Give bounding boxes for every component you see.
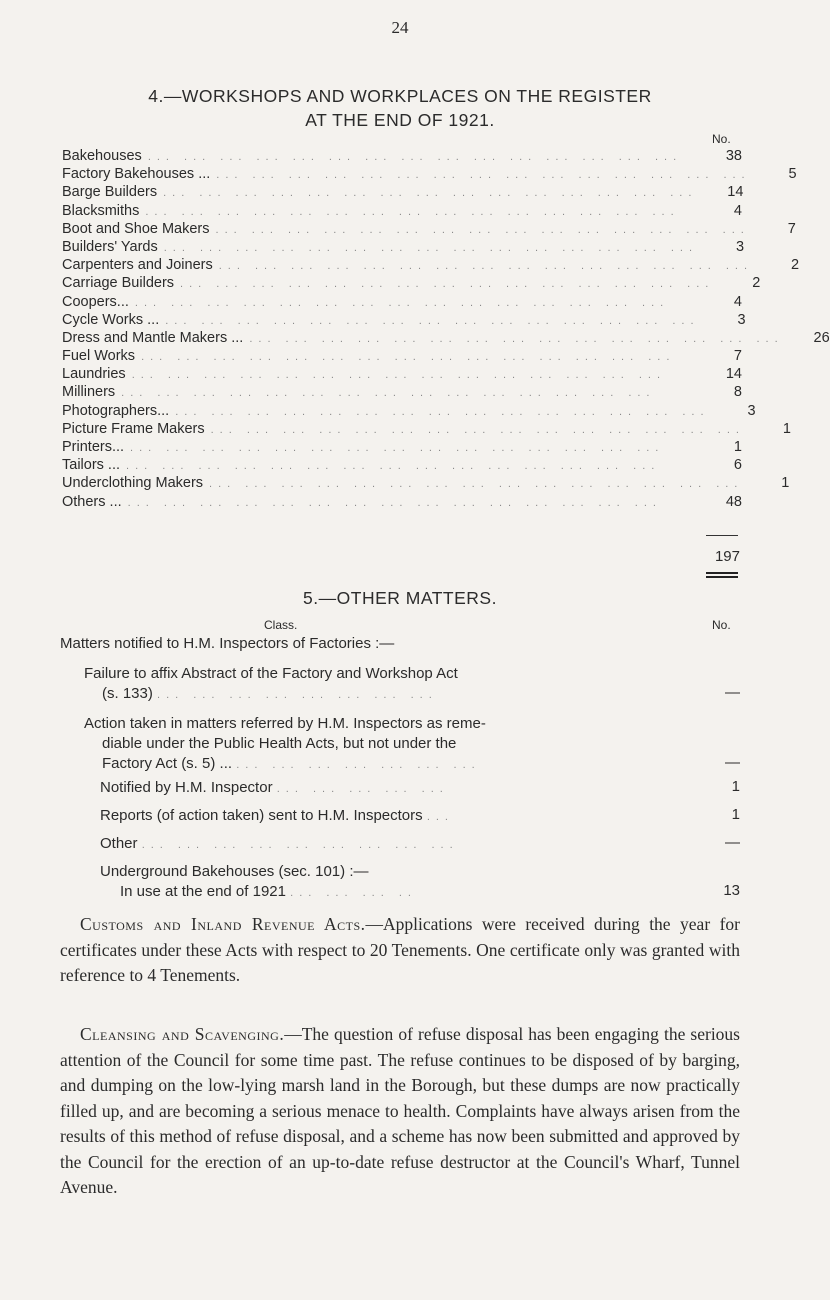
workshop-label: Picture Frame Makers (62, 420, 205, 437)
cleansing-heading: Cleansing and Scavenging. (80, 1024, 285, 1044)
reports-value: 1 (731, 806, 740, 823)
workshop-label: Printers... (62, 439, 125, 455)
workshops-total: 197 (714, 548, 740, 565)
workshop-count: 38 (725, 148, 742, 164)
notified-value: 1 (731, 778, 740, 795)
workshop-row (62, 420, 791, 439)
total-rule (706, 572, 738, 574)
workshop-count: 48 (725, 493, 742, 510)
workshop-label: Boot and Shoe Makers (62, 220, 210, 237)
workshop-count: 1 (782, 420, 791, 437)
workshops-list (62, 148, 830, 512)
class-header: Class. (264, 618, 298, 632)
other-label: Other ... ... ... ... ... ... ... ... ... (100, 835, 459, 852)
section4-title-line2: AT THE END OF 1921. (305, 110, 495, 130)
failure-value: — (725, 684, 740, 701)
workshop-label: Blacksmiths (62, 202, 140, 219)
workshop-row (62, 329, 830, 348)
workshop-row (62, 475, 790, 493)
workshop-row (62, 402, 756, 421)
reports-label: Reports (of action taken) sent to H.M. Inspectors ... (100, 807, 454, 824)
inuse-value: 13 (723, 882, 740, 899)
workshop-count: 4 (733, 293, 742, 310)
dot-leader: ... ... ... ... ... ... ... ... ... ... ... ... ... ... ... (134, 296, 670, 309)
cleansing-paragraph (60, 1022, 740, 1201)
workshop-count: 8 (733, 384, 742, 401)
dot-leader: ... ... ... ... ... ... ... ... ... ... ... ... ... ... ... (126, 460, 661, 473)
dot-leader: ... ... ... ... ... ... ... ... ... ... ... ... ... ... ... (175, 405, 710, 418)
workshop-label: Carpenters and Joiners (62, 257, 213, 274)
dot-leader: ... ... ... ... ... ... ... ... ... ... ... ... ... ... ... (249, 332, 784, 345)
workshop-count: 3 (747, 402, 756, 419)
action-value: — (725, 754, 740, 771)
workshop-row (62, 384, 742, 402)
action-line2: diable under the Public Health Acts, but not under the (102, 735, 457, 752)
dot-leader: ... ... ... ... ... ... ... ... ... ... ... ... ... ... ... (130, 442, 665, 454)
workshop-label: Bakehouses (62, 148, 142, 164)
total-line (706, 535, 738, 536)
section5-no-header: No. (712, 618, 731, 632)
workshop-row (62, 494, 742, 512)
workshop-count: 14 (725, 366, 742, 383)
total-rule-2 (706, 576, 738, 578)
workshop-row (62, 184, 742, 202)
workshop-row (62, 348, 742, 366)
workshop-count: 14 (727, 184, 744, 201)
workshop-label: Underclothing Makers (62, 475, 204, 492)
dot-leader: ... ... ... ... ... ... ... ... ... ... ... ... ... ... ... (141, 351, 676, 364)
workshop-count: 7 (733, 348, 742, 365)
workshop-count: 1 (733, 439, 742, 455)
workshop-count: 2 (790, 257, 800, 274)
dot-leader: ... ... ... ... ... ... ... ... ... ... ... ... ... ... ... (163, 241, 699, 254)
workshop-count: 4 (733, 202, 742, 219)
workshop-count: 3 (737, 311, 746, 328)
dot-leader: ... ... ... ... ... ... ... ... ... ... ... ... ... ... ... (218, 260, 754, 273)
workshop-label: Fuel Works (62, 348, 136, 365)
dot-leader: ... ... ... ... ... ... ... ... ... ... ... ... ... ... ... (127, 496, 662, 509)
workshop-label: Factory Bakehouses ... (62, 166, 211, 183)
workshop-row (62, 366, 742, 384)
section5-title: 5.—OTHER MATTERS. (303, 588, 497, 608)
workshop-label: Photographers... (62, 402, 170, 419)
workshop-count: 7 (787, 220, 796, 237)
workshop-row (62, 439, 742, 457)
dot-leader: ... ... ... ... ... ... ... ... ... ... ... ... ... ... ... (210, 423, 745, 436)
page-number: 24 (391, 18, 409, 37)
action-line3: Factory Act (s. 5) ... ... ... ... ... ... ... ... (102, 755, 481, 772)
workshop-row (62, 220, 796, 239)
section4-title-line1: 4.—WORKSHOPS AND WORKPLACES ON THE REGISTER (148, 86, 652, 106)
notified-label: Notified by H.M. Inspector ... ... ... ... ... (100, 779, 449, 796)
customs-paragraph (60, 912, 740, 989)
failure-line2: (s. 133) ... ... ... ... ... ... ... ... (102, 685, 438, 702)
dot-leader: ... ... ... ... ... ... ... ... ... ... ... ... ... ... ... (145, 205, 680, 218)
workshop-count: 3 (735, 238, 745, 255)
workshop-count: 26 (813, 329, 830, 346)
workshop-count: 6 (733, 457, 742, 474)
inuse-label: In use at the end of 1921 ... ... ... .. (120, 883, 417, 900)
workshop-row (62, 203, 742, 221)
customs-heading: Customs and Inland Revenue Acts. (80, 914, 366, 934)
dot-leader: ... ... ... ... ... ... ... ... ... ... ... ... ... ... ... (163, 187, 698, 200)
workshop-count: 5 (788, 166, 797, 183)
workshop-label: Carriage Builders (62, 275, 175, 292)
workshop-count: 1 (781, 475, 790, 492)
dot-leader: ... ... ... ... ... ... ... ... ... ... ... ... ... ... ... (147, 151, 683, 163)
workshop-row (62, 166, 797, 184)
workshop-row (62, 275, 761, 293)
dot-leader: ... ... ... ... ... ... ... ... ... ... ... ... ... ... ... (209, 478, 744, 491)
dot-leader: ... ... ... ... ... ... ... ... ... ... ... ... ... ... ... (131, 369, 667, 382)
matters-intro: Matters notified to H.M. Inspectors of Factories :— (60, 635, 395, 652)
workshop-row (62, 294, 742, 312)
action-line1: Action taken in matters referred by H.M. Inspectors as reme- (84, 715, 486, 732)
customs-text: —Applications were received during the year for certificates under these Acts with respect to 20 Tenements. One certificate only was granted with reference to 4 Tenements. (60, 914, 741, 985)
workshop-label: Milliners (62, 384, 116, 401)
workshop-label: Others ... (62, 493, 122, 510)
section4-no-header: No. (712, 132, 731, 146)
workshop-row (62, 311, 746, 330)
failure-line1: Failure to affix Abstract of the Factory and Workshop Act (84, 665, 458, 682)
cleansing-text: —The question of refuse disposal has been engaging the serious attention of the Council for some time past. The refuse continues to be disposed of by barging, and dumping on the low-lying marsh land in the Borough, but these dumps are now practically filled up, and are becoming a serious menace to health. Complaints have always arisen from the results of this method of refuse disposal, and a scheme has now been submitted and approved by the Council for the erection of an up-to-date refuse destructor at the Council's Wharf, Tunnel Avenue. (60, 1024, 740, 1197)
dot-leader: ... ... ... ... ... ... ... ... ... ... ... ... ... ... ... (165, 314, 700, 327)
workshop-row (62, 238, 745, 257)
dot-leader: ... ... ... ... ... ... ... ... ... ... ... ... ... ... ... (215, 223, 750, 236)
workshop-row (62, 148, 742, 166)
workshop-label: Dress and Mantle Makers ... (62, 329, 244, 346)
dot-leader: ... ... ... ... ... ... ... ... ... ... ... ... ... ... ... (216, 169, 751, 182)
workshop-label: Cycle Works ... (62, 311, 160, 328)
dot-leader: ... ... ... ... ... ... ... ... ... ... ... ... ... ... ... (180, 278, 715, 291)
workshop-label: Builders' Yards (62, 238, 158, 255)
workshop-label: Laundries (62, 366, 126, 383)
workshop-row (62, 457, 742, 475)
dot-leader: ... ... ... ... ... ... ... ... ... ... ... ... ... ... ... (121, 387, 656, 400)
workshop-count: 2 (752, 275, 761, 292)
workshop-label: Tailors ... (62, 457, 121, 474)
underground-label: Underground Bakehouses (sec. 101) :— (100, 863, 369, 880)
workshop-row (62, 257, 800, 275)
other-value: — (725, 834, 740, 851)
workshop-label: Barge Builders (62, 184, 158, 201)
workshop-label: Coopers... (62, 293, 129, 310)
